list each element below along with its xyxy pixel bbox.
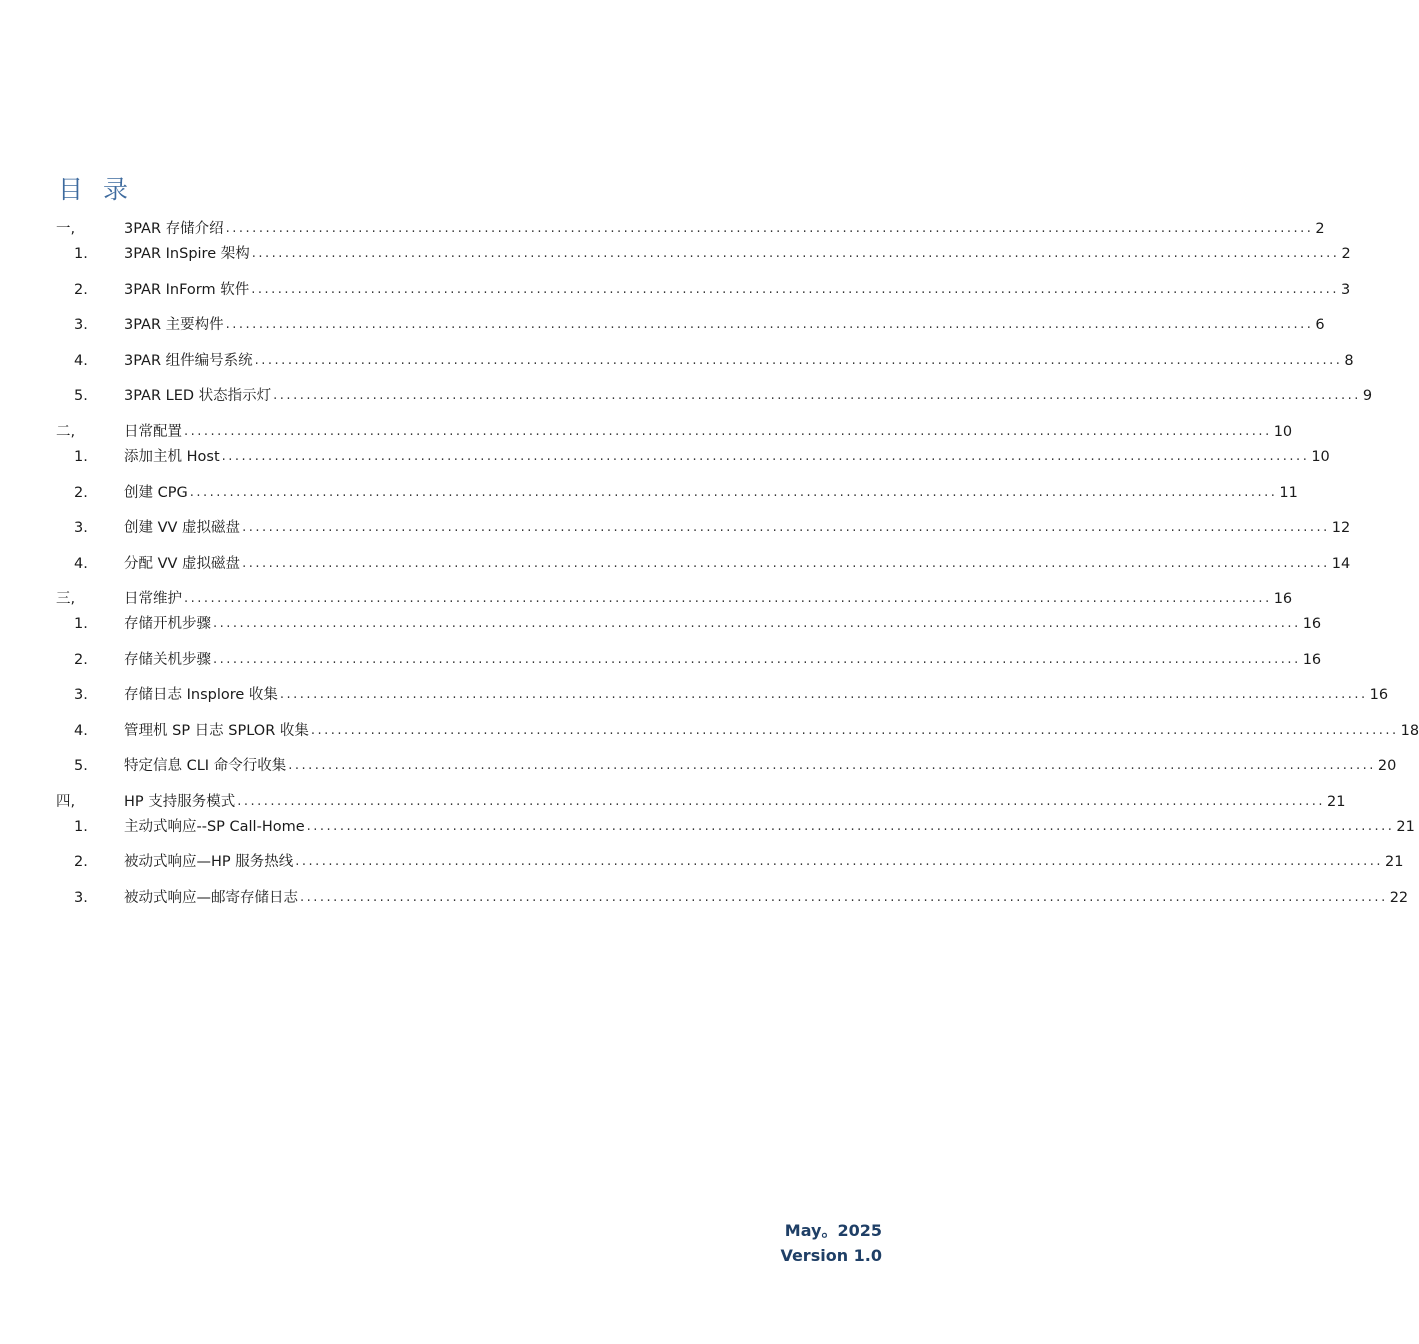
toc-entry[interactable] [56, 610, 1322, 634]
toc-entry-text: 存储关机步骤 [124, 652, 211, 668]
toc-entry-page: 2 [1315, 221, 1325, 237]
toc-leader: .................................................................................................................................................................... [213, 652, 1301, 667]
toc-entry[interactable] [56, 347, 1354, 371]
toc-leader: .................................................................................................................................................................... [310, 723, 1399, 738]
toc-leader: .................................................................................................................................................................... [288, 758, 1376, 773]
toc-entry-page: 16 [1369, 687, 1389, 703]
toc-entry-page: 10 [1273, 424, 1293, 440]
footer [780, 1218, 882, 1268]
toc-entry-number: 2. [74, 854, 88, 870]
toc-entry[interactable] [56, 311, 1325, 335]
toc-leader: .................................................................................................................................................................... [254, 353, 1343, 368]
toc-entry-text: 添加主机 Host [124, 449, 220, 465]
toc-leader: .................................................................................................................................................................... [221, 449, 1310, 464]
footer-version: Version 1.0 [780, 1246, 882, 1265]
toc-entry-number: 2. [74, 282, 88, 298]
toc-leader: .................................................................................................................................................................... [213, 616, 1301, 631]
toc-entry-page: 16 [1302, 652, 1322, 668]
toc-entry-text: 主动式响应--SP Call-Home [124, 819, 305, 835]
toc-entry[interactable] [56, 813, 1415, 837]
toc-entry-number: 二, [56, 424, 76, 440]
toc-entry-page: 16 [1273, 591, 1293, 607]
toc-entry-number: 2. [74, 652, 88, 668]
toc-leader: .................................................................................................................................................................... [242, 556, 1330, 571]
toc-entry[interactable] [56, 382, 1373, 406]
toc-entry-text: 创建 CPG [124, 485, 188, 501]
toc-entry-text: 日常配置 [124, 424, 182, 440]
toc-leader: .................................................................................................................................................................... [225, 317, 1314, 332]
toc-entry-text: 被动式响应—邮寄存储日志 [124, 890, 298, 906]
toc-entry-number: 3. [74, 520, 88, 536]
toc-entry-text: 创建 VV 虚拟磁盘 [124, 520, 241, 536]
toc-leader: .................................................................................................................................................................... [189, 485, 1278, 500]
toc-entry[interactable] [56, 276, 1351, 300]
toc-entry[interactable] [56, 717, 1419, 741]
toc-leader: .................................................................................................................................................................... [184, 591, 1272, 606]
toc-entry-text: 管理机 SP 日志 SPLOR 收集 [124, 723, 309, 739]
toc-leader: .................................................................................................................................................................... [237, 794, 1325, 809]
toc-entry-number: 3. [74, 687, 88, 703]
toc-entry-page: 6 [1315, 317, 1325, 333]
toc-entry-number: 2. [74, 485, 88, 501]
toc-entry-number: 5. [74, 388, 88, 404]
toc-entry[interactable] [56, 646, 1322, 670]
toc-entry[interactable] [56, 788, 1346, 812]
toc-leader: .................................................................................................................................................................... [279, 687, 1368, 702]
toc-entry-number: 1. [74, 449, 88, 465]
toc-entry[interactable] [56, 848, 1404, 872]
toc-entry-number: 1. [74, 246, 88, 262]
toc-entry-text: 存储开机步骤 [124, 616, 211, 632]
toc-entry-page: 22 [1389, 890, 1409, 906]
toc-entry[interactable] [56, 681, 1389, 705]
toc-entry-number: 3. [74, 317, 88, 333]
toc-entry-text: HP 支持服务模式 [124, 794, 236, 810]
toc-entry-page: 14 [1331, 556, 1351, 572]
toc-entry-page: 3 [1340, 282, 1351, 298]
toc-entry[interactable] [56, 514, 1351, 538]
toc-leader: .................................................................................................................................................................... [300, 890, 1388, 905]
toc-entry-text: 3PAR LED 状态指示灯 [124, 388, 272, 404]
toc-entry-text: 被动式响应—HP 服务热线 [124, 854, 294, 870]
toc-entry-text: 分配 VV 虚拟磁盘 [124, 556, 241, 572]
toc-entry-number: 一, [56, 221, 76, 237]
toc-entry[interactable] [56, 884, 1409, 908]
toc-entry-page: 21 [1396, 819, 1415, 835]
toc-title: 目 录 [58, 175, 134, 204]
toc-leader: .................................................................................................................................................................... [295, 854, 1383, 869]
toc-entry-number: 3. [74, 890, 88, 906]
toc-entry-text: 3PAR 组件编号系统 [124, 353, 253, 369]
toc-entry-page: 21 [1326, 794, 1346, 810]
toc-leader: .................................................................................................................................................................... [251, 282, 1339, 297]
toc-entry-number: 4. [74, 353, 88, 369]
toc-entry-page: 21 [1384, 854, 1404, 870]
toc-entry-number: 三, [56, 591, 76, 607]
toc-entry-text: 特定信息 CLI 命令行收集 [124, 758, 287, 774]
toc-entry[interactable] [56, 240, 1351, 264]
toc-leader: .................................................................................................................................................................... [251, 246, 1340, 261]
toc-leader: .................................................................................................................................................................... [242, 520, 1330, 535]
toc-entry-page: 16 [1302, 616, 1322, 632]
toc-entry-page: 8 [1344, 353, 1354, 369]
toc-entry-text: 3PAR InForm 软件 [124, 282, 250, 298]
toc-leader: .................................................................................................................................................................... [273, 388, 1361, 403]
toc-entry-number: 4. [74, 556, 88, 572]
toc-entry[interactable] [56, 550, 1351, 574]
toc-entry[interactable] [56, 443, 1330, 467]
footer-date: May。2025 [784, 1221, 882, 1240]
toc-leader: .................................................................................................................................................................... [225, 221, 1314, 236]
toc-entry-page: 2 [1341, 246, 1351, 262]
toc-entry-number: 4. [74, 723, 88, 739]
toc-entry[interactable] [56, 585, 1293, 609]
toc-entry-page: 18 [1400, 723, 1419, 739]
toc-entry-text: 3PAR 存储介绍 [124, 221, 224, 237]
toc-entry-page: 12 [1331, 520, 1351, 536]
toc-entry[interactable] [56, 479, 1298, 503]
toc-entry-number: 1. [74, 616, 88, 632]
toc-entry-text: 存储日志 Insplore 收集 [124, 687, 278, 703]
toc-entry[interactable] [56, 752, 1397, 776]
toc-entry-number: 5. [74, 758, 88, 774]
toc-entry-page: 11 [1279, 485, 1298, 501]
toc-leader: .................................................................................................................................................................... [184, 424, 1272, 439]
toc-entry[interactable] [56, 215, 1325, 239]
toc-entry-number: 1. [74, 819, 88, 835]
toc-entry-page: 9 [1362, 388, 1373, 404]
toc-leader: .................................................................................................................................................................... [306, 819, 1395, 834]
toc-entry-text: 3PAR InSpire 架构 [124, 246, 250, 262]
toc-entry-number: 四, [56, 794, 76, 810]
toc-entry-text: 日常维护 [124, 591, 182, 607]
toc-entry[interactable] [56, 418, 1293, 442]
toc-entry-text: 3PAR 主要构件 [124, 317, 224, 333]
toc-entry-page: 20 [1377, 758, 1397, 774]
toc-entry-page: 10 [1311, 449, 1330, 465]
